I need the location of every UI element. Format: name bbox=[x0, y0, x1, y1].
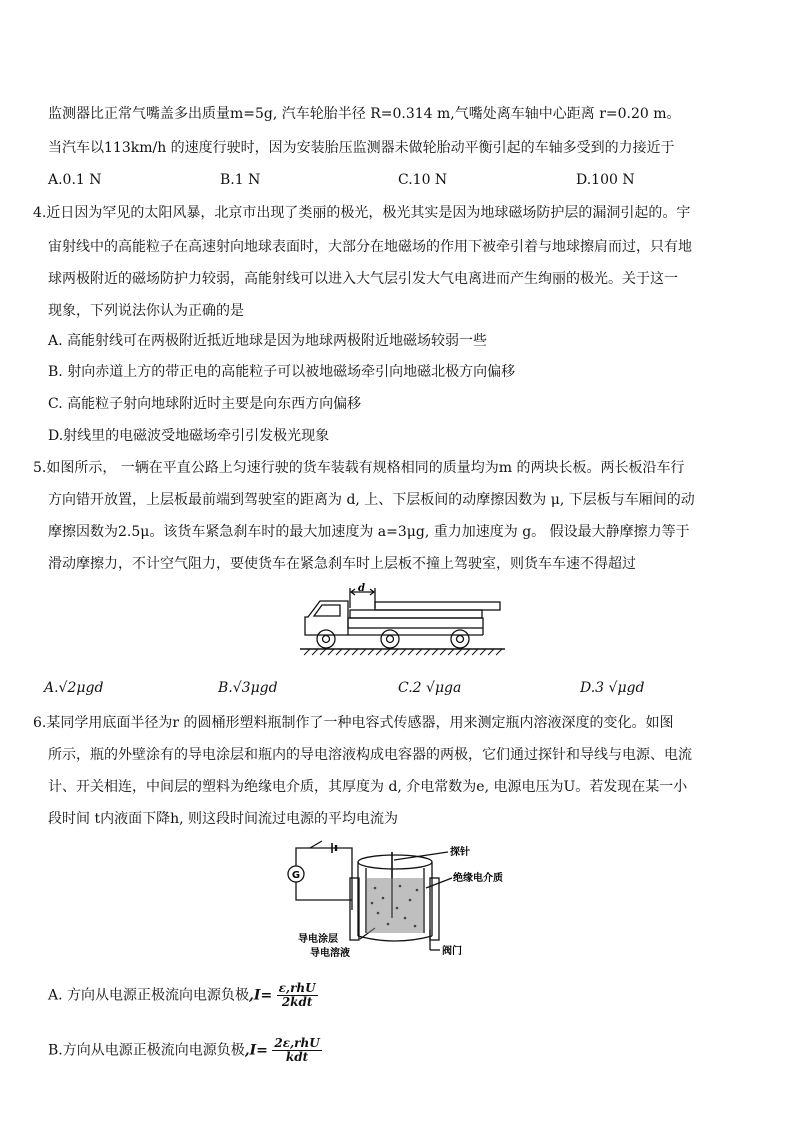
q6-text-line-1: 6.某同学用底面半径为r 的圆桶形塑料瓶制作了一种电容式传感器，用来测定瓶内溶液深度的变化。如图 bbox=[33, 715, 674, 731]
q4-option-b: B. 射向赤道上方的带正电的高能粒子可以被地磁场牵引向地磁北极方向偏移 bbox=[48, 364, 516, 380]
q4-text-line-1: 4.近日因为罕见的太阳风暴，北京市出现了类丽的极光，极光其实是因为地球磁场防护层的漏洞引起的。宇 bbox=[33, 205, 691, 221]
q4-option-c: C. 高能粒子射向地球附近时主要是向东西方向偏移 bbox=[48, 396, 362, 412]
valve-label: 阀门 bbox=[442, 946, 462, 957]
q6-option-b bbox=[48, 1037, 322, 1064]
q6-option-b-numerator: 2ε,rhU bbox=[274, 1036, 320, 1050]
q6-option-a-current-symbol: ,I= bbox=[249, 987, 273, 1004]
q6-text-line-4: 段时间 t内液面下降h, 则这段时间流过电源的平均电流为 bbox=[48, 811, 398, 827]
q4-text-line-3: 球两极附近的磁场防护力较弱，高能射线可以进入大气层引发大气电离进而产生绚丽的极光。关于这一 bbox=[48, 271, 678, 287]
galvanometer-label: G bbox=[291, 870, 301, 881]
q6-text-line-2: 所示，瓶的外壁涂有的导电涂层和瓶内的导电溶液构成电容器的两极，它们通过探针和导线与电源、电流 bbox=[48, 747, 692, 763]
q5-text-line-4: 滑动摩擦力，不计空气阻力，要使货车在紧急刹车时上层板不撞上驾驶室，则货车车速不得超过 bbox=[48, 556, 636, 572]
q5-text-line-1: 5.如图所示， 一辆在平直公路上匀速行驶的货车装载有规格相同的质量均为m 的两块长板。两长板沿车行 bbox=[33, 460, 685, 476]
q6-option-b-current-symbol: ,I= bbox=[244, 1042, 268, 1059]
q4-option-a: A. 高能射线可在两极附近抵近地球是因为地球两极附近地磁场较弱一些 bbox=[48, 333, 488, 349]
q3-text-line-1: 监测器比正常气嘴盖多出质量m=5g, 汽车轮胎半径 R=0.314 m,气嘴处离车轴中心距离 r=0.20 m。 bbox=[48, 106, 681, 122]
q3-option-b: B.1 N bbox=[220, 172, 261, 188]
q6-option-b-denominator: kdt bbox=[285, 1050, 309, 1064]
q4-text-line-4: 现象，下列说法你认为正确的是 bbox=[48, 303, 244, 319]
q4-text-line-2: 宙射线中的高能粒子在高速射向地球表面时，大部分在地磁场的作用下被牵引着与地球擦肩而过，只有地 bbox=[48, 239, 692, 255]
q5-option-d: D.3 √μgd bbox=[580, 680, 645, 696]
q6-option-a-formula bbox=[277, 982, 318, 1009]
q6-option-a bbox=[48, 982, 318, 1009]
q3-text-line-2: 当汽车以113km/h 的速度行驶时，因为安装胎压监测器未做轮胎动平衡引起的车轴多受到的力接近于 bbox=[48, 140, 675, 156]
distance-d-label: d bbox=[358, 583, 365, 594]
q6-option-a-numerator: ε,rhU bbox=[278, 981, 316, 995]
q6-option-b-text: B.方向从电源正极流向电源负极 bbox=[48, 1042, 245, 1059]
q6-option-b-formula bbox=[272, 1037, 321, 1064]
q5-option-c: C.2 √μga bbox=[398, 680, 462, 696]
probe-label: 探针 bbox=[450, 847, 470, 858]
coating-label: 导电涂层 bbox=[298, 934, 338, 945]
truck-diagram bbox=[300, 583, 505, 663]
q5-option-a: A.√2μgd bbox=[44, 680, 104, 696]
q3-option-c: C.10 N bbox=[398, 172, 448, 188]
solution-label: 导电溶液 bbox=[310, 948, 350, 958]
q6-text-line-3: 计、开关相连，中间层的塑料为绝缘电介质，其厚度为 d, 介电常数为e, 电源电压为U。若发现在某一小 bbox=[48, 779, 688, 795]
dielectric-label: 绝缘电介质 bbox=[453, 873, 503, 884]
q3-option-a: A.0.1 N bbox=[48, 172, 102, 188]
capacitor-sensor-diagram bbox=[280, 838, 520, 958]
q4-option-d: D.射线里的电磁波受地磁场牵引引发极光现象 bbox=[48, 428, 330, 444]
q3-option-d: D.100 N bbox=[576, 172, 635, 188]
q5-text-line-3: 摩擦因数为2.5μ。该货车紧急刹车时的最大加速度为 a=3μg, 重力加速度为 g。 假设最大静摩擦力等于 bbox=[48, 524, 690, 540]
q5-text-line-2: 方向错开放置，上层板最前端到驾驶室的距离为 d, 上、下层板间的动摩擦因数为 μ, 下层板与车厢间的动 bbox=[48, 492, 695, 508]
q5-option-b: B.√3μgd bbox=[218, 680, 278, 696]
q6-option-a-text: A. 方向从电源正极流向电源负极 bbox=[48, 987, 250, 1004]
q6-option-a-denominator: 2kdt bbox=[281, 995, 313, 1009]
